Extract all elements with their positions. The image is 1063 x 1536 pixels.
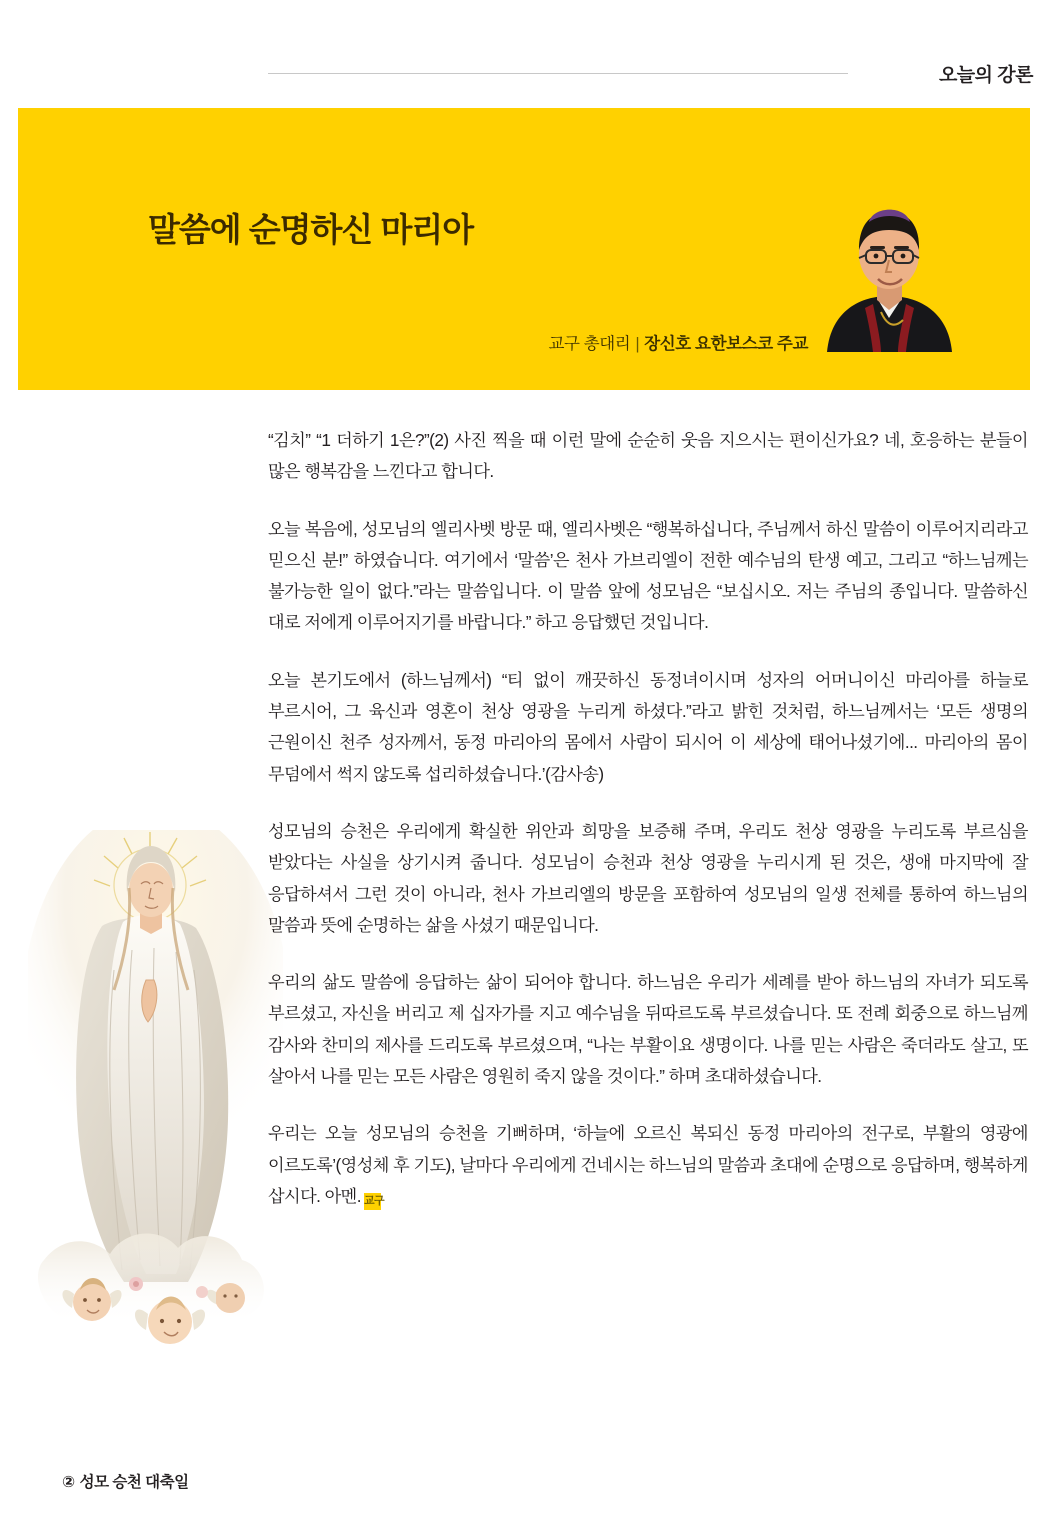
body-paragraph: 오늘 복음에, 성모님의 엘리사벳 방문 때, 엘리사벳은 “행복하십니다, 주님께서 하신 말씀이 이루어지리라고 믿으신 분!” 하였습니다. 여기에서 ‘말씀’은 천사 가브리엘이 전한 예수님의 탄생 예고, 그리고 “하느님께는 불가능한 일이 없다.”라는 말씀입니다. 이 말씀 앞에 성모님은 “보십시오. 저는 주님의 종입니다. 말씀하신 대로 저에게 이루어지기를 바랍니다.” 하고 응답했던 것입니다. [268, 518, 1028, 633]
author-portrait [817, 192, 962, 352]
byline [18, 330, 808, 354]
page-header [0, 50, 1063, 96]
article-body [268, 425, 1028, 1212]
body-paragraph: 우리의 삶도 말씀에 응답하는 삶이 되어야 합니다. 하느님은 우리가 세례를 받아 하느님의 자녀가 되도록 부르셨고, 자신을 버리고 제 십자가를 지고 예수님을 뒤따르도록 부르셨습니다. 또 전례 회중으로 하느님께 감사와 찬미의 제사를 드리도록 부르셨으며, “나는 부활이요 생명이다. 나를 믿는 사람은 죽더라도 살고, 또 살아서 나를 믿는 모든 사람은 영원히 죽지 않을 것이다.” 하며 초대하셨습니다. [268, 972, 1028, 1087]
body-paragraph: 성모님의 승천은 우리에게 확실한 위안과 희망을 보증해 주며, 우리도 천상 영광을 누리도록 부르심을 받았다는 사실을 상기시켜 줍니다. 성모님이 승천과 천상 영광을 누리시게 된 것은, 생애 마지막에 잘 응답하셔서 그런 것이 아니라, 천사 가브리엘의 방문을 포함하여 성모님의 일생 전체를 통하여 하느님의 말씀과 뜻에 순명하는 삶을 사셨기 때문입니다. [268, 820, 1028, 935]
article-title-band [18, 108, 1030, 390]
byline-separator: | [635, 335, 640, 353]
page-number: ② [62, 1474, 75, 1491]
page-footer [62, 1470, 189, 1492]
final-paragraph-text: 우리는 오늘 성모님의 승천을 기뻐하며, ‘하늘에 오르신 복되신 동정 마리아의 전구로, 부활의 영광에 이르도록’(영성체 후 기도), 날마다 우리에게 건네시는 하느님의 말씀과 초대에 순명으로 응답하며, 행복하게 삽시다. 아멘. [268, 1123, 1028, 1206]
end-mark-icon: 교구 [364, 1193, 381, 1210]
body-paragraph: 오늘 본기도에서 (하느님께서) “티 없이 깨끗하신 동정녀이시며 성자의 어머니이신 마리아를 하늘로 부르시어, 그 육신과 영혼이 천상 영광을 누리게 하셨다.”라고 밝힌 것처럼, 하느님께서는 ‘모든 생명의 근원이신 천주 성자께서, 동정 마리아의 몸에서 사람이 되시어 이 세상에 태어나셨기에... 마리아의 몸이 무덤에서 썩지 않도록 섭리하셨습니다.’(감사송) [268, 669, 1028, 784]
virgin-mary-illustration [28, 830, 283, 1390]
byline-author-name: 장신호 요한보스코 주교 [644, 335, 808, 353]
section-label: 오늘의 강론 [938, 65, 1033, 86]
article-title: 말씀에 순명하신 마리아 [148, 211, 474, 248]
footer-caption: 성모 승천 대축일 [79, 1474, 189, 1491]
body-paragraph-final [268, 1118, 1028, 1212]
header-divider [268, 73, 848, 74]
byline-role: 교구 총대리 [548, 335, 631, 353]
body-paragraph: “김치” “1 더하기 1은?”(2) 사진 찍을 때 이런 말에 순순히 웃음 지으시는 편이신가요? 네, 호응하는 분들이 많은 행복감을 느낀다고 합니다. [268, 430, 1028, 482]
